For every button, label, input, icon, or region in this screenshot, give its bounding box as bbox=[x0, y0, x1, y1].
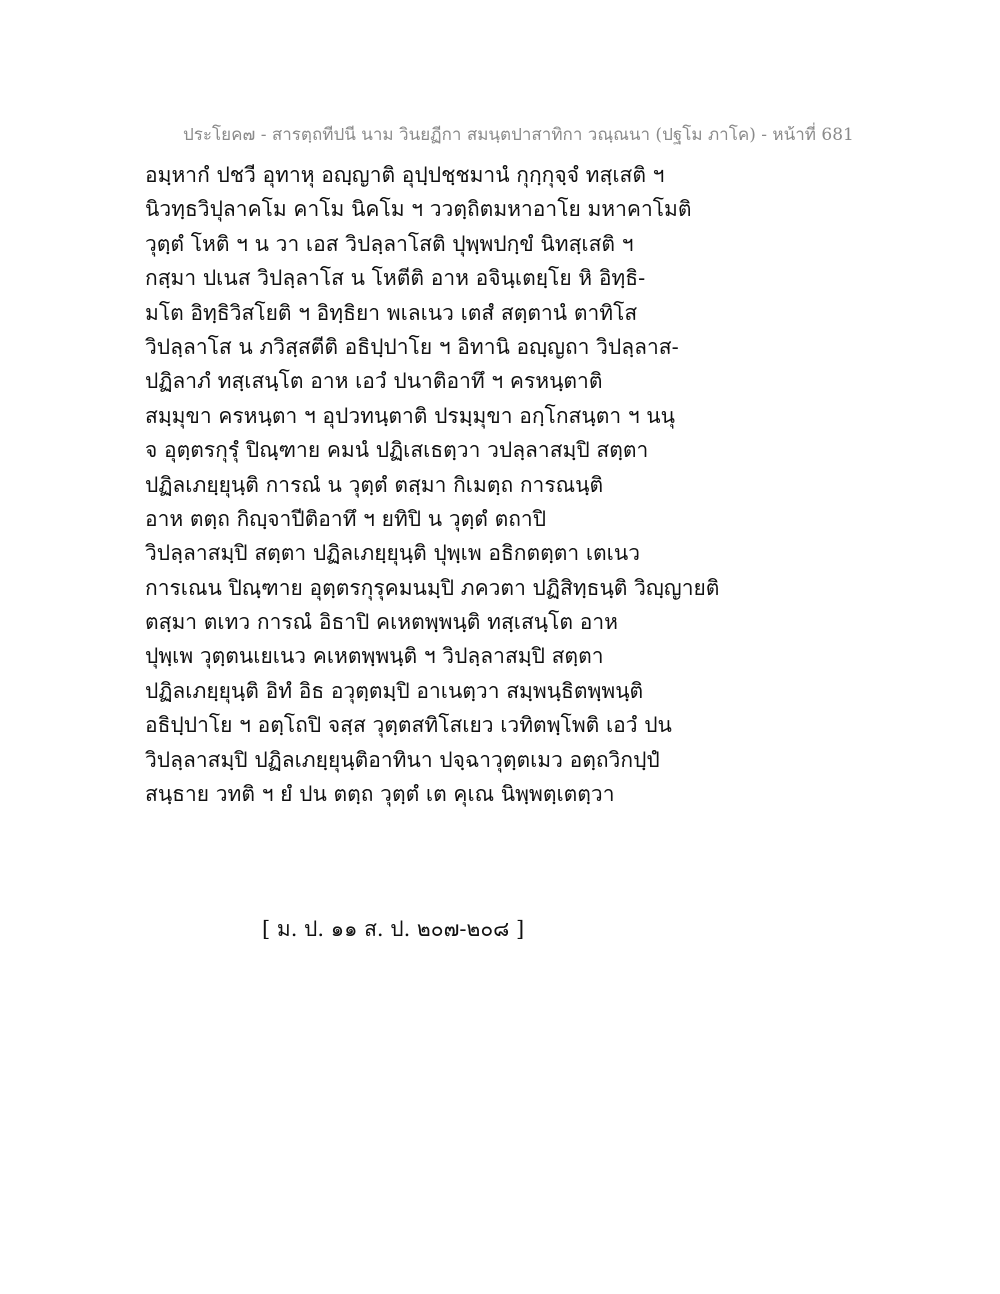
text-line: ตสฺมา ตเทว การณํ อิธาปิ คเหตพฺพนฺติ ทสฺเสนฺโต อาห bbox=[145, 610, 618, 635]
source-reference: [ ม. ป. ๑๑ ส. ป. ๒๐๗-๒๐๘ ] bbox=[262, 917, 525, 941]
text-line: การเณน ปิณฺฑาย อุตฺตรกุรุคมนมฺปิ ภควตา ปฏิสิทฺธนฺติ วิญฺญายติ bbox=[145, 575, 720, 600]
text-line: มโต อิทฺธิวิสโยติ ฯ อิทฺธิยา พเลเนว เตสํ สตฺตานํ ตาทิโส bbox=[145, 300, 638, 325]
text-line: ปฏิลเภยฺยุนฺติ อิทํ อิธ อวุตฺตมฺปิ อาเนตฺวา สมฺพนฺธิตพฺพนฺติ bbox=[145, 678, 644, 703]
text-line: วุตฺตํ โหติ ฯ น วา เอส วิปลฺลาโสติ ปุพฺพปกฺขํ นิทสฺเสติ ฯ bbox=[145, 231, 634, 256]
text-line: สนฺธาย วทติ ฯ ยํ ปน ตตฺถ วุตฺตํ เต คุเณ นิพฺพตฺเตตฺวา bbox=[145, 782, 615, 807]
text-line: ปฏิลเภยฺยุนฺติ การณํ น วุตฺตํ ตสฺมา กิเมตฺถ การณนฺติ bbox=[145, 472, 604, 497]
text-line: อาห ตตฺถ กิญฺจาปีติอาทึ ฯ ยทิปิ น วุตฺตํ ตถาปิ bbox=[145, 506, 547, 531]
text-line: อธิปฺปาโย ฯ อตฺโถปิ จสฺส วุตฺตสทิโสเยว เวทิตพฺโพติ เอวํ ปน bbox=[145, 713, 672, 738]
text-line: ปุพฺเพ วุตฺตนเยเนว คเหตพฺพนฺติ ฯ วิปลฺลาสมฺปิ สตฺตา bbox=[145, 644, 604, 669]
body-text bbox=[145, 158, 865, 811]
text-line: วิปลฺลาโส น ภวิสฺสตีติ อธิปฺปาโย ฯ อิทานิ อญฺญถา วิปลฺลาส- bbox=[145, 334, 679, 359]
text-line: วิปลฺลาสมฺปิ ปฏิลเภยฺยุนฺติอาทินา ปจฺฉาวุตฺตเมว อตฺถวิกปฺปํ bbox=[145, 747, 660, 772]
text-line: อมฺหากํ ปชวี อุทาหุ อญฺญาติ อุปฺปชฺชมานํ กุกฺกุจฺจํ ทสฺเสติ ฯ bbox=[145, 163, 665, 187]
text-line: วิปลฺลาสมฺปิ สตฺตา ปฏิลเภยฺยุนฺติ ปุพฺเพ อธิกตตฺตา เตเนว bbox=[145, 541, 641, 566]
text-line: นิวทฺธวิปุลาคโม คาโม นิคโม ฯ ววตฺถิตมหาอาโย มหาคาโมติ bbox=[145, 197, 692, 222]
text-line: ปฏิลาภํ ทสฺเสนฺโต อาห เอวํ ปนาติอาทึ ฯ ครหนฺตาติ bbox=[145, 369, 603, 394]
text-line: จ อุตฺตรกุรุํ ปิณฺฑาย คมนํ ปฏิเสเธตฺวา วปลฺลาสมฺปิ สตฺตา bbox=[145, 438, 649, 463]
text-line: กสฺมา ปเนส วิปลฺลาโส น โหตีติ อาห อจินฺเตยฺโย หิ อิทฺธิ- bbox=[145, 266, 646, 291]
text-line: สมฺมุขา ครหนฺตา ฯ อุปวทนฺตาติ ปรมฺมุขา อกฺโกสนฺตา ฯ นนุ bbox=[145, 403, 675, 428]
running-header: ประโยค๗ - สารตฺถทีปนี นาม วินยฏีกา สมนฺตปาสาทิกา วณฺณนา (ปฐโม ภาโค) - หน้าที่ 681 bbox=[183, 125, 854, 145]
